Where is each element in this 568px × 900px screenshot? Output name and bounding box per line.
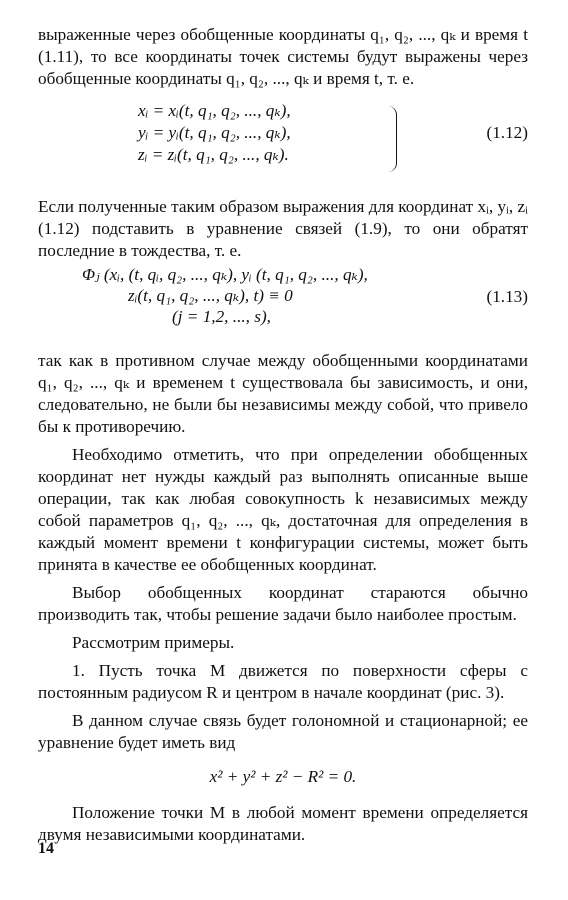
paragraph-1: выраженные через обобщенные координаты q₁, q₂, ..., qₖ и время t (1.11), то все координаты точек системы будут выражены через обобщенные координаты q₁, q₂, ..., qₖ и время t, т. е. [38,25,528,88]
equation-number-1-12: (1.12) [486,123,528,142]
paragraph-8: В данном случае связь будет голономной и стационарной; ее уравнение будет иметь вид [38,711,528,752]
paragraph-5: Выбор обобщенных координат стараются обычно производить так, чтобы решение задачи было наиболее простым. [38,583,528,624]
paragraph-2: Если полученные таким образом выражения для координат xᵢ, yᵢ, zᵢ (1.12) подставить в уравнение связей (1.9), то они обратят последние в тождества, т. е. [38,197,528,260]
equation-1-13-line-3: (j = 1,2, ..., s), [172,307,271,326]
page-content [38,24,528,846]
paragraph-6: Рассмотрим примеры. [72,633,235,652]
equation-1-12-line-2: yᵢ = yᵢ(t, q₁, q₂, ..., qₖ), [138,123,291,142]
equation-number-1-13: (1.13) [486,287,528,306]
equation-1-12-lines [138,100,291,166]
equation-1-13 [38,264,528,338]
equation-1-13-line-1: Φⱼ (xᵢ, (t, qᵢ, q₂, ..., qₖ), yᵢ (t, q₁, q₂, ..., qₖ), [82,265,368,284]
equation-sphere: x² + y² + z² − R² = 0. [209,767,357,786]
equation-1-12-line-3: zᵢ = zᵢ(t, q₁, q₂, ..., qₖ). [138,145,289,164]
paragraph-3: так как в противном случае между обобщенными координатами q₁, q₂, ..., qₖ и временем t существовала бы зависимость, и они, следовательно, не были бы независимы между собой, что привело бы к противоречию. [38,351,528,436]
equation-1-12-line-1: xᵢ = xᵢ(t, q₁, q₂, ..., qₖ), [138,101,291,120]
paragraph-9: Положение точки M в любой момент времени определяется двумя независимыми координатами. [38,803,528,844]
paragraph-7: 1. Пусть точка M движется по поверхности сферы с постоянным радиусом R и центром в начале координат (рис. 3). [38,661,528,702]
equation-brace [388,106,397,172]
equation-1-13-lines [82,264,368,327]
paragraph-4: Необходимо отметить, что при определении обобщенных координат нет нужды каждый раз выполнять описанные выше операции, так как любая совокупность k независимых между собой параметров q₁, q₂, ..., qₖ, достаточная для определения в каждый момент времени t конфигурации системы, может быть принята в качестве ее обобщенных координат. [38,445,528,574]
equation-1-12 [38,100,528,188]
page-number: 14 [38,840,54,857]
equation-1-13-line-2: zᵢ(t, q₁, q₂, ..., qₖ), t) ≡ 0 [128,286,293,305]
